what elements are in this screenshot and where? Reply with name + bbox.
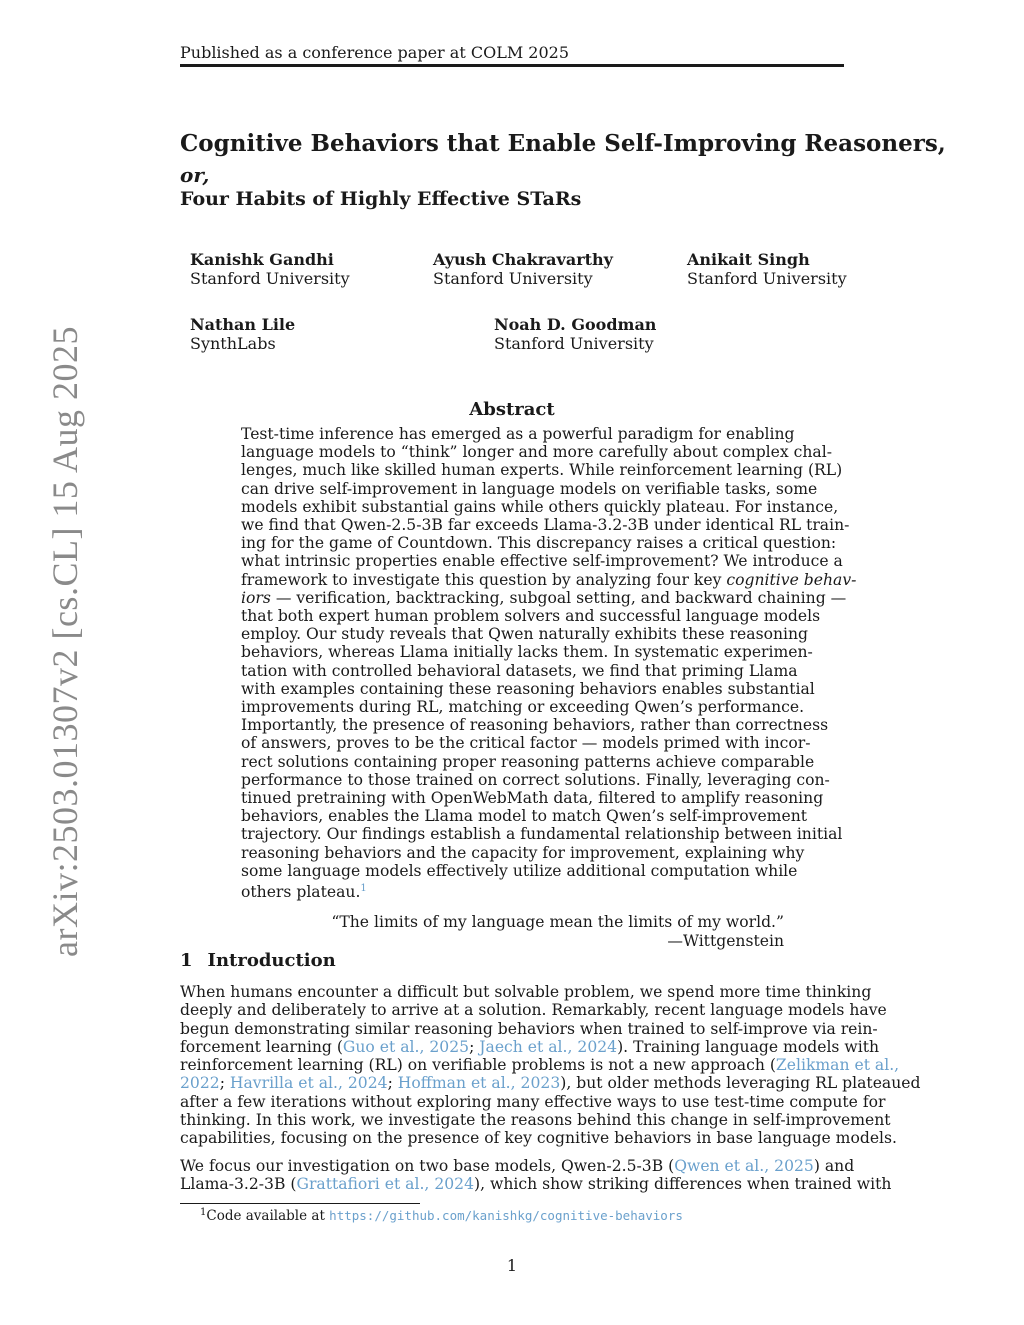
paragraph-text: ). Training language models with	[617, 1037, 880, 1056]
abstract-line: that both expert human problem solvers and successful language models	[241, 607, 821, 626]
abstract-line: models exhibit substantial gains while others quickly plateau. For instance,	[241, 497, 839, 516]
footnote	[200, 1207, 683, 1224]
epigraph-text: “The limits of my language mean the limits of my world.”	[331, 913, 784, 931]
paragraph-text: ;	[387, 1074, 398, 1093]
abstract-italic: cognitive behav-	[726, 570, 857, 589]
abstract-line	[241, 880, 784, 901]
paragraph-text: ;	[219, 1074, 230, 1093]
footnote-divider	[180, 1203, 420, 1204]
citation-link[interactable]: Grattafiori et al., 2024	[296, 1175, 475, 1194]
abstract-line	[241, 570, 857, 589]
epigraph	[331, 913, 784, 950]
author-affiliation: Stanford University	[433, 269, 593, 288]
paragraph-text: ;	[469, 1037, 480, 1056]
citation-link[interactable]: Jaech et al., 2024	[479, 1037, 618, 1056]
paper-title: Cognitive Behaviors that Enable Self-Improving Reasoners,	[180, 130, 946, 157]
abstract-heading: Abstract	[469, 399, 555, 420]
paper-title-or: or,	[180, 163, 210, 187]
author-name: Nathan Lile	[190, 315, 296, 334]
section-title: Introduction	[207, 950, 336, 971]
intro-paragraph	[180, 1157, 892, 1194]
page-number: 1	[506, 1256, 518, 1275]
abstract-body	[241, 425, 857, 902]
abstract-line: some language models effectively utilize additional computation while	[241, 861, 798, 880]
author-block	[190, 315, 295, 353]
author-name: Kanishk Gandhi	[190, 250, 334, 269]
arxiv-stamp: arXiv:2503.01307v2 [cs.CL] 15 Aug 2025	[45, 326, 85, 957]
abstract-italic: iors	[241, 588, 271, 607]
paper-subtitle: Four Habits of Highly Effective STaRs	[180, 188, 582, 210]
author-affiliation: Stanford University	[494, 334, 654, 353]
abstract-line: employ. Our study reveals that Qwen naturally exhibits these reasoning	[241, 625, 809, 644]
citation-link[interactable]: Zelikman et al.,	[775, 1056, 900, 1075]
abstract-text: — verification, backtracking, subgoal setting, and backward chaining —	[275, 588, 847, 607]
abstract-line: tation with controlled behavioral datasets, we find that priming Llama	[241, 661, 798, 680]
section-heading	[180, 950, 336, 971]
abstract-line	[241, 588, 847, 607]
abstract-line: language models to “think” longer and more carefully about complex chal-	[241, 443, 832, 462]
paragraph-line: after a few iterations without exploring many effective ways to use test-time compute for	[180, 1092, 886, 1111]
intro-paragraph	[180, 983, 921, 1148]
paragraph-line: When humans encounter a difficult but solvable problem, we spend more time thinking	[180, 983, 872, 1001]
paragraph-text: ) and	[813, 1157, 855, 1175]
paragraph-line	[180, 1037, 880, 1056]
abstract-line: behaviors, enables the Llama model to match Qwen’s self-improvement	[241, 807, 808, 826]
citation-link[interactable]: Hoffman et al., 2023	[397, 1074, 561, 1093]
abstract-line: can drive self-improvement in language models on verifiable tasks, some	[241, 479, 818, 498]
abstract-line: tinued pretraining with OpenWebMath data, filtered to amplify reasoning	[241, 789, 824, 808]
paragraph-text: reinforcement learning (RL) on verifiable problems is not a new approach (	[180, 1056, 776, 1075]
paragraph-text: forcement learning (	[180, 1037, 343, 1056]
paragraph-line: capabilities, focusing on the presence of key cognitive behaviors in base language models.	[180, 1129, 897, 1148]
abstract-line: trajectory. Our findings establish a fundamental relationship between initial	[241, 825, 843, 844]
abstract-line: behaviors, whereas Llama initially lacks them. In systematic experimen-	[241, 643, 813, 662]
abstract-line: what intrinsic properties enable effective self-improvement? We introduce a	[241, 552, 843, 571]
paragraph-line	[180, 1074, 921, 1093]
running-header: Published as a conference paper at COLM 2025	[180, 43, 844, 67]
section-number: 1	[180, 950, 193, 971]
author-name: Anikait Singh	[687, 250, 810, 269]
abstract-line: Test-time inference has emerged as a powerful paradigm for enabling	[241, 425, 795, 443]
paragraph-text: ), but older methods leveraging RL plateaued	[560, 1074, 921, 1093]
code-link[interactable]: https://github.com/kanishkg/cognitive-behaviors	[329, 1208, 683, 1223]
abstract-text: framework to investigate this question by analyzing four key	[241, 570, 722, 589]
footnote-link[interactable]: 1	[360, 883, 367, 895]
paragraph-line	[180, 1175, 892, 1194]
abstract-line: rect solutions containing proper reasoning patterns achieve comparable	[241, 752, 815, 771]
abstract-line: ing for the game of Countdown. This discrepancy raises a critical question:	[241, 534, 837, 553]
abstract-line: performance to those trained on correct solutions. Finally, leveraging con-	[241, 770, 830, 789]
citation-link[interactable]: Qwen et al., 2025	[674, 1157, 814, 1175]
abstract-line: with examples containing these reasoning behaviors enables substantial	[241, 679, 815, 698]
author-affiliation: Stanford University	[190, 269, 350, 288]
author-affiliation: SynthLabs	[190, 334, 276, 353]
author-block	[433, 250, 613, 288]
abstract-line: of answers, proves to be the critical factor — models primed with incor-	[241, 734, 811, 753]
abstract-line: lenges, much like skilled human experts. While reinforcement learning (RL)	[241, 461, 843, 480]
paragraph-text: ), which show striking differences when trained with	[474, 1175, 892, 1194]
author-block	[190, 250, 350, 288]
paragraph-line	[180, 1157, 855, 1175]
footnote-text: Code available at	[206, 1208, 330, 1224]
citation-link[interactable]: Havrilla et al., 2024	[229, 1074, 388, 1093]
paragraph-line	[180, 1056, 900, 1075]
footnote-mark: 1	[200, 1207, 207, 1218]
abstract-line: Importantly, the presence of reasoning behaviors, rather than correctness	[241, 716, 829, 735]
paragraph-line: deeply and deliberately to arrive at a solution. Remarkably, recent language models have	[180, 1001, 887, 1020]
epigraph-attribution: —Wittgenstein	[667, 931, 784, 950]
author-name: Ayush Chakravarthy	[433, 250, 613, 269]
author-name: Noah D. Goodman	[494, 315, 657, 334]
author-block	[494, 315, 656, 353]
paragraph-line: begun demonstrating similar reasoning behaviors when trained to self-improve via rein-	[180, 1019, 878, 1038]
paragraph-text: Llama-3.2-3B (	[180, 1175, 297, 1194]
author-affiliation: Stanford University	[687, 269, 847, 288]
paragraph-text: We focus our investigation on two base models, Qwen-2.5-3B (	[180, 1157, 675, 1175]
paragraph-line: thinking. In this work, we investigate the reasons behind this change in self-improvement	[180, 1111, 891, 1130]
abstract-line: improvements during RL, matching or exceeding Qwen’s performance.	[241, 698, 805, 717]
citation-link[interactable]: Guo et al., 2025	[342, 1037, 470, 1056]
abstract-line: reasoning behaviors and the capacity for improvement, explaining why	[241, 843, 805, 862]
abstract-text: others plateau.	[241, 883, 361, 902]
author-block	[687, 250, 847, 288]
abstract-line: we find that Qwen-2.5-3B far exceeds Llama-3.2-3B under identical RL train-	[241, 516, 850, 535]
citation-link[interactable]: 2022	[180, 1074, 220, 1093]
